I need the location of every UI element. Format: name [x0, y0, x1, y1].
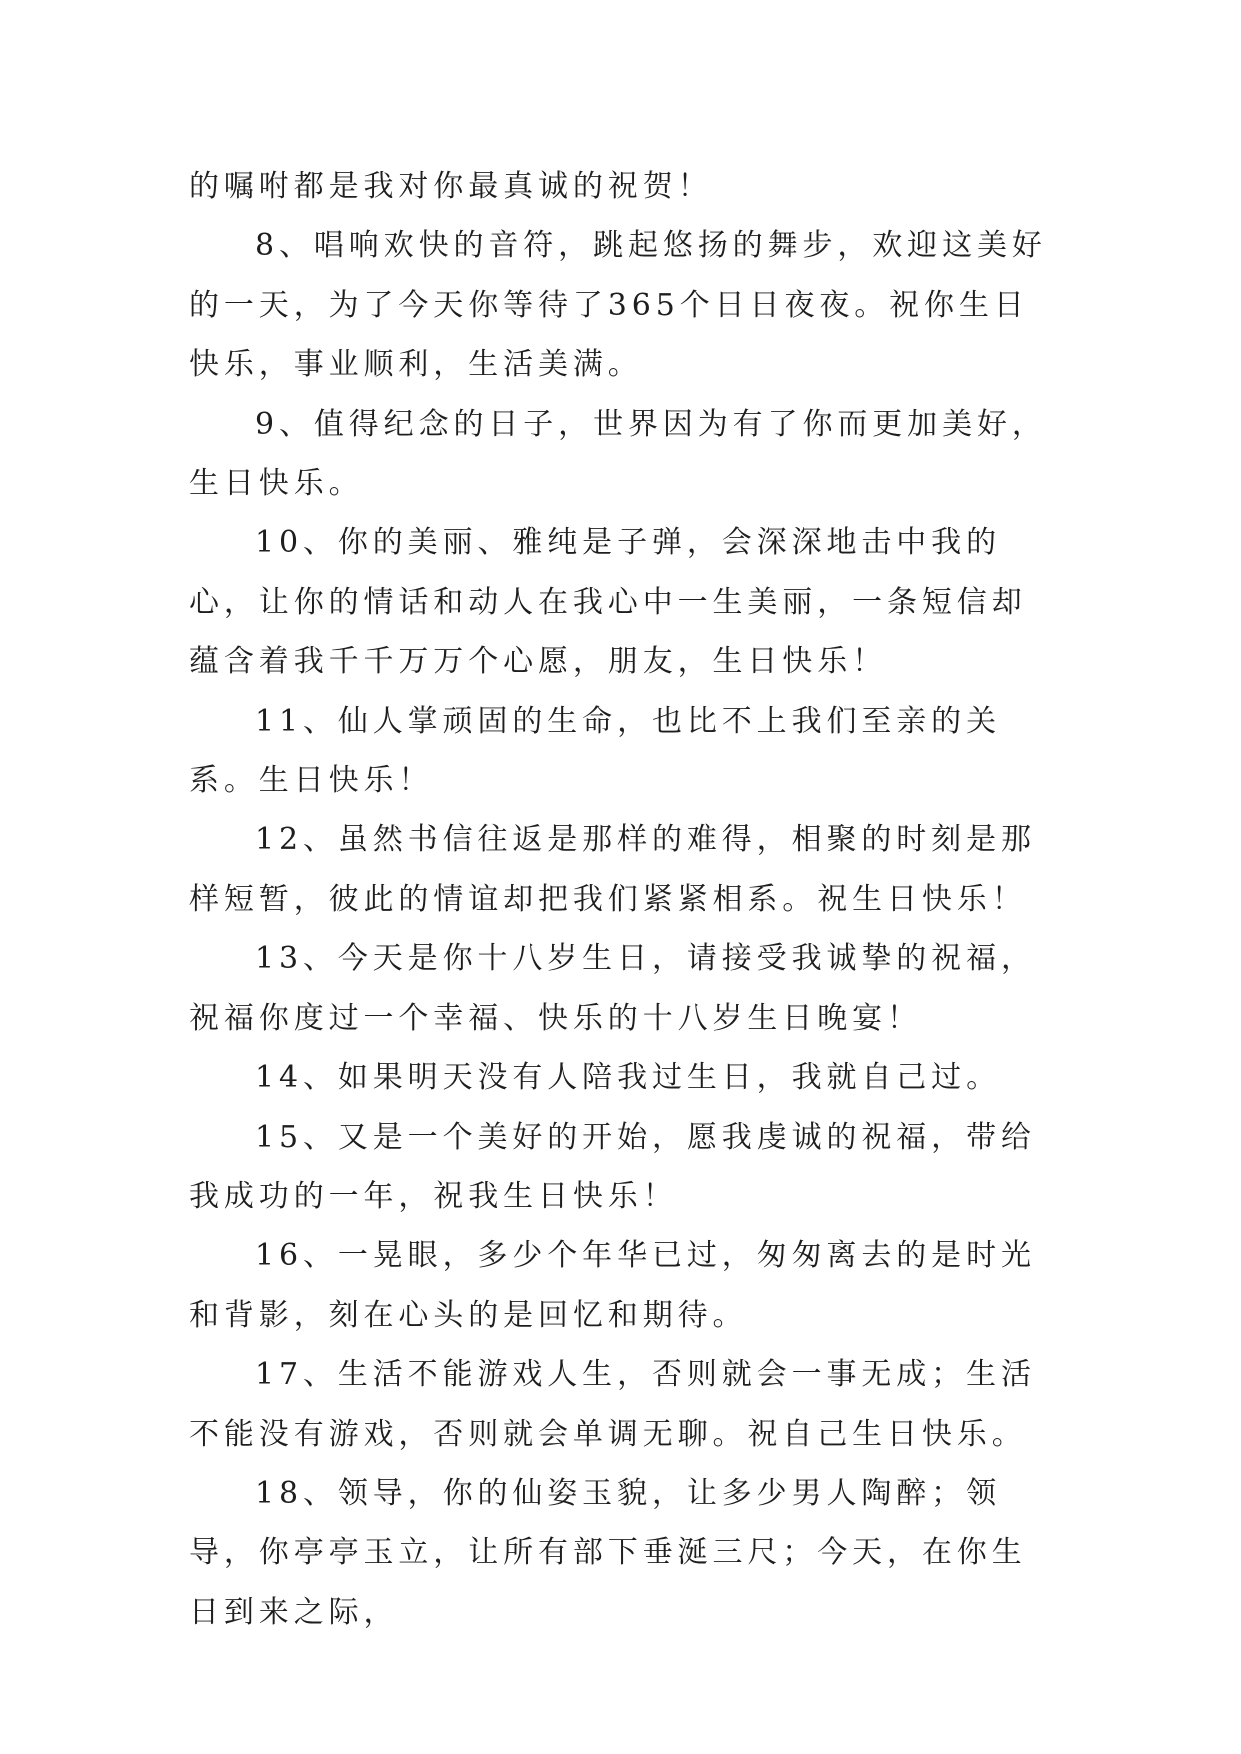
paragraph: 18、领导，你的仙姿玉貌，让多少男人陶醉；领导，你亭亭玉立，让所有部下垂涎三尺；今天，在你生日到来之际， — [189, 1475, 1027, 1630]
paragraph: 11、仙人掌顽固的生命，也比不上我们至亲的关系。生日快乐！ — [189, 703, 1001, 799]
paragraph: 10、你的美丽、雅纯是子弹，会深深地击中我的心，让你的情话和动人在我心中一生美丽，一条短信却蕴含着我千千万万个心愿，朋友，生日快乐！ — [189, 525, 1027, 680]
paragraph: 15、又是一个美好的开始，愿我虔诚的祝福，带给我成功的一年，祝我生日快乐！ — [189, 1119, 1036, 1214]
paragraph: 的嘱咐都是我对你最真诚的祝贺！ — [189, 169, 713, 204]
paragraph: 17、生活不能游戏人生，否则就会一事无成；生活不能没有游戏，否则就会单调无聊。祝自己生日快乐。 — [189, 1357, 1036, 1452]
document-body — [189, 157, 1051, 1642]
paragraph: 8、唱响欢快的音符，跳起悠扬的舞步，欢迎这美好的一天，为了今天你等待了365个日日夜夜。祝你生日快乐，事业顺利，生活美满。 — [189, 228, 1047, 383]
paragraph: 9、值得纪念的日子，世界因为有了你而更加美好，生日快乐。 — [189, 406, 1047, 502]
paragraph: 12、虽然书信往返是那样的难得，相聚的时刻是那样短暂，彼此的情谊却把我们紧紧相系。祝生日快乐！ — [189, 822, 1036, 917]
paragraph: 13、今天是你十八岁生日，请接受我诚挚的祝福，祝福你度过一个幸福、快乐的十八岁生日晚宴！ — [189, 941, 1036, 1036]
paragraph: 16、一晃眼，多少个年华已过，匆匆离去的是时光和背影，刻在心头的是回忆和期待。 — [189, 1238, 1036, 1333]
paragraph: 14、如果明天没有人陪我过生日，我就自己过。 — [255, 1060, 1001, 1096]
